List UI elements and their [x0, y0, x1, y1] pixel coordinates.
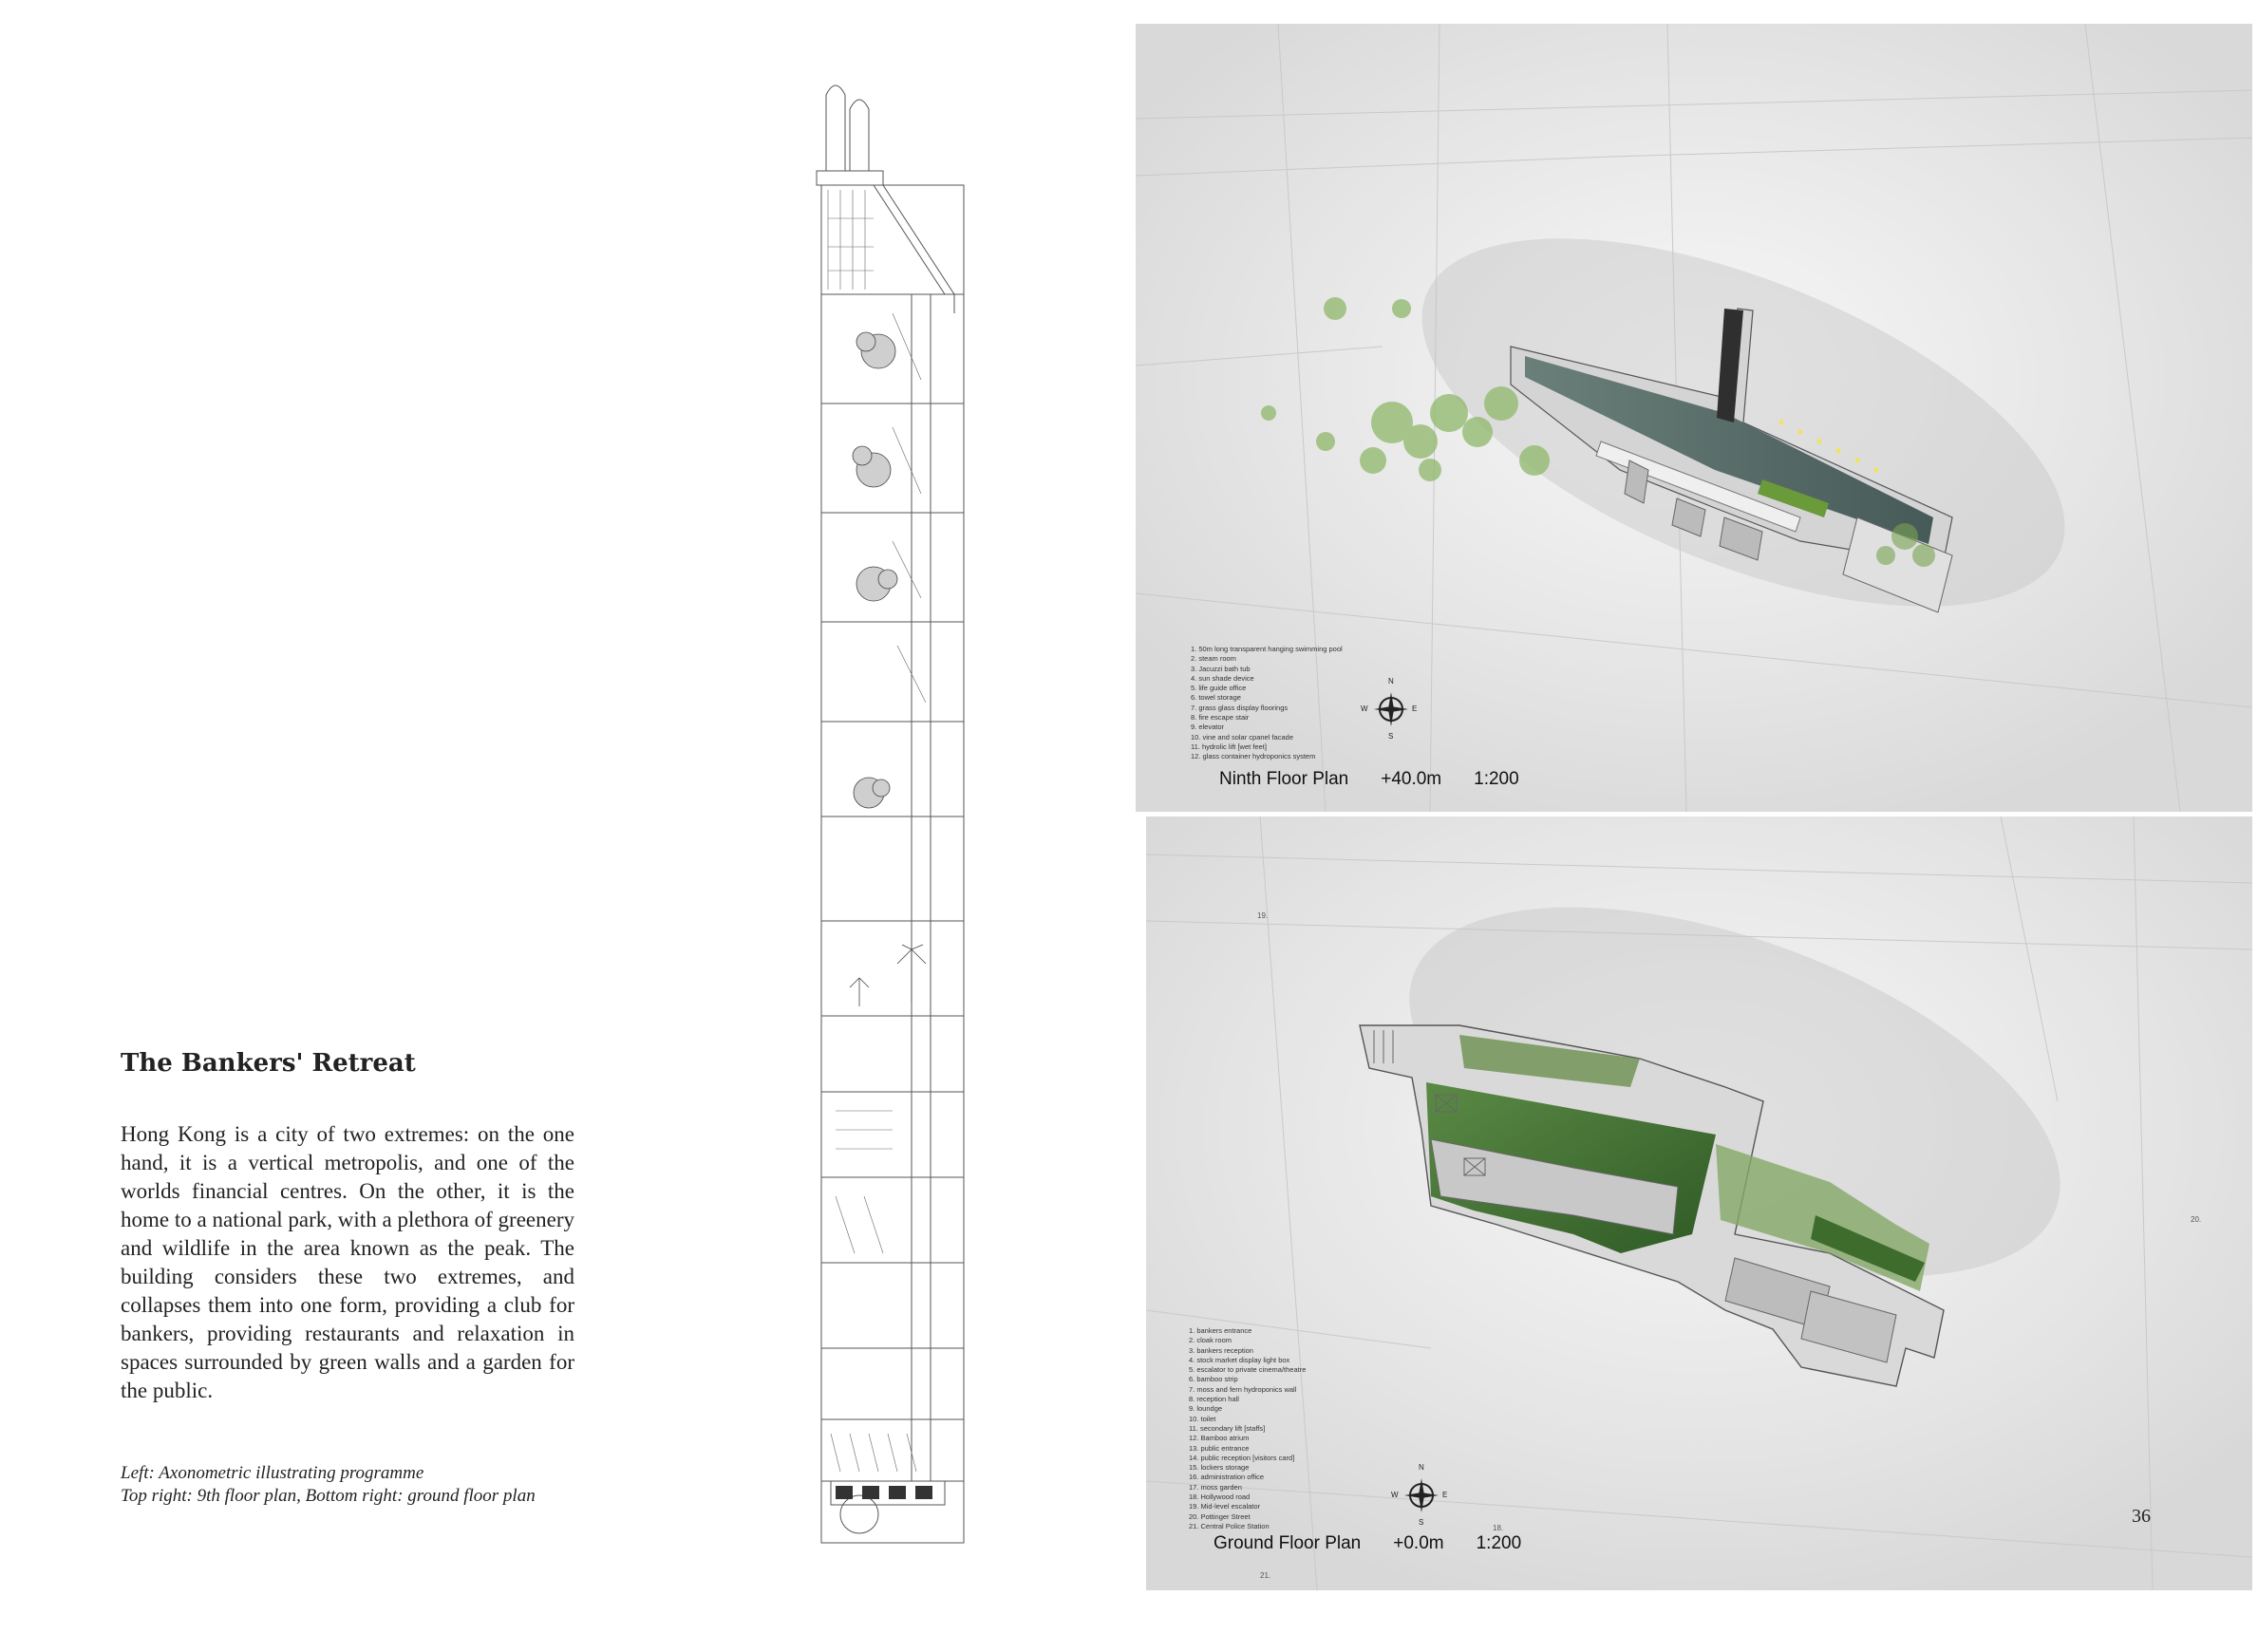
plan-level: +40.0m	[1381, 769, 1442, 789]
legend-item: 1. 50m long transparent hanging swimming pool	[1191, 645, 1343, 653]
legend-item: 7. moss and fern hydroponics wall	[1189, 1384, 1297, 1394]
ninth-floor-plan-title	[1219, 769, 1552, 790]
legend-item: 11. hydrolic lift [wet feet]	[1191, 742, 1267, 751]
page-number: 36	[2132, 1506, 2151, 1527]
legend-item: 6. towel storage	[1191, 693, 1241, 703]
street-label-18: 18.	[1493, 1524, 1504, 1532]
north-arrow-icon	[1391, 1463, 1450, 1527]
ground-floor-plan-title	[1214, 1533, 1553, 1554]
legend-item: 10. vine and solar cpanel facade	[1191, 732, 1293, 742]
compass-s: S	[1388, 732, 1394, 741]
compass-e: E	[1442, 1491, 1448, 1499]
plan-name: Ground Floor Plan	[1214, 1533, 1362, 1553]
legend-item: 3. Jacuzzi bath tub	[1191, 664, 1251, 673]
street-label-20: 20.	[2191, 1215, 2202, 1224]
plan-level: +0.0m	[1393, 1533, 1444, 1553]
legend-item: 12. glass container hydroponics system	[1191, 752, 1316, 761]
body-paragraph: Hong Kong is a city of two extremes: on the one hand, it is a vertical metropolis, and one of the worlds financial centres. On the other, it is the home to a national park, with a plethora of greenery and wildlife in the area known as the peak. The building considers these two extremes, and collapses them into one form, providing a club for bankers, providing restaurants and relaxation in spaces surrounded by green walls and a garden for the public.	[121, 1122, 574, 1402]
figure-caption	[121, 1462, 614, 1508]
axonometric-section-drawing	[779, 66, 969, 1595]
legend-item: 18. Hollywood road	[1189, 1492, 1251, 1502]
legend-item: 9. elevator	[1191, 723, 1225, 732]
legend-item: 20. Pottinger Street	[1189, 1511, 1251, 1521]
caption-line-left: Left: Axonometric illustrating programme	[121, 1463, 424, 1483]
legend-item: 4. stock market display light box	[1189, 1355, 1290, 1364]
legend-item: 2. steam room	[1191, 654, 1236, 664]
compass-s: S	[1419, 1518, 1424, 1527]
legend-item: 9. loundge	[1189, 1404, 1223, 1414]
legend-item: 3. bankers reception	[1189, 1345, 1253, 1355]
legend-item: 12. Bamboo atrium	[1189, 1434, 1250, 1443]
legend-item: 5. escalator to private cinema/theatre	[1189, 1365, 1307, 1375]
legend-item: 8. fire escape stair	[1191, 713, 1250, 723]
compass-n: N	[1388, 677, 1394, 685]
legend-item: 16. administration office	[1189, 1473, 1265, 1482]
legend-item: 19. Mid-level escalator	[1189, 1502, 1261, 1511]
street-label-21: 21.	[1260, 1571, 1271, 1580]
ninth-floor-legend	[1191, 645, 1343, 762]
legend-item: 1. bankers entrance	[1189, 1326, 1252, 1335]
street-label-19: 19.	[1257, 911, 1269, 920]
legend-item: 7. grass glass display floorings	[1191, 703, 1289, 712]
legend-item: 5. life guide office	[1191, 684, 1247, 693]
ground-floor-drawing	[1146, 817, 2252, 1590]
legend-item: 8. reception hall	[1189, 1395, 1239, 1404]
compass-w: W	[1361, 704, 1368, 713]
legend-item: 2. cloak room	[1189, 1336, 1232, 1345]
ground-floor-legend	[1189, 1326, 1306, 1531]
plan-scale: 1:200	[1474, 769, 1519, 789]
plan-scale: 1:200	[1476, 1533, 1522, 1553]
legend-item: 14. public reception [visitors card]	[1189, 1453, 1295, 1462]
plan-name: Ninth Floor Plan	[1219, 769, 1349, 789]
compass-n: N	[1419, 1463, 1424, 1472]
legend-item: 15. lockers storage	[1189, 1463, 1250, 1473]
north-arrow-icon	[1361, 677, 1420, 741]
compass-e: E	[1412, 704, 1418, 713]
legend-item: 17. moss garden	[1189, 1482, 1242, 1492]
legend-item: 11. secondary lift [staffs]	[1189, 1423, 1266, 1433]
page-title: The Bankers' Retreat	[121, 1049, 416, 1078]
ninth-floor-plan	[1136, 24, 2252, 812]
legend-item: 6. bamboo strip	[1189, 1375, 1238, 1384]
legend-item: 21. Central Police Station	[1189, 1521, 1270, 1530]
legend-item: 4. sun shade device	[1191, 673, 1254, 683]
ground-floor-plan	[1146, 817, 2252, 1590]
caption-line-right: Top right: 9th floor plan, Bottom right: ground floor plan	[121, 1486, 536, 1506]
legend-item: 13. public entrance	[1189, 1443, 1250, 1453]
compass-w: W	[1391, 1491, 1399, 1499]
legend-item: 10. toilet	[1189, 1414, 1216, 1423]
